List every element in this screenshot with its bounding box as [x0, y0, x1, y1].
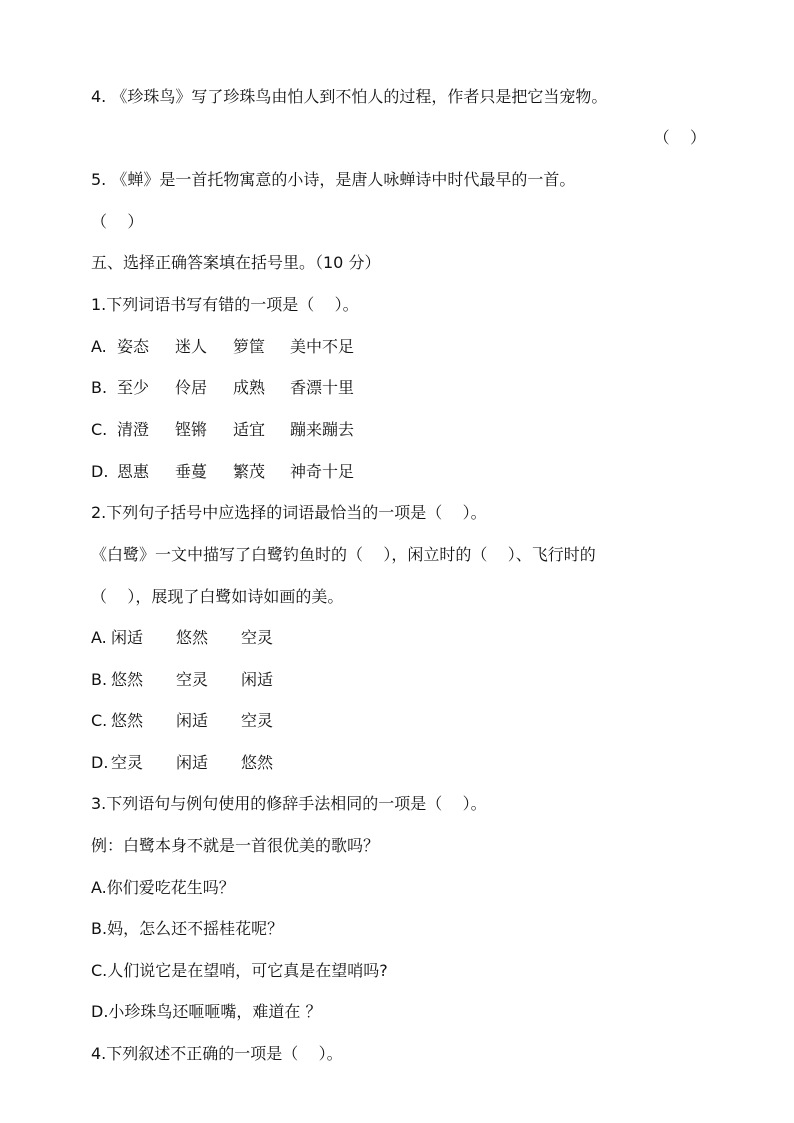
option-label: D.	[91, 753, 109, 772]
question-2-option-a	[91, 628, 273, 648]
answer-bracket-4: （ ）	[653, 128, 706, 147]
option-word: 闲适	[176, 711, 209, 730]
question-3-option-d: D.小珍珠鸟还咂咂嘴，难道在 ？	[91, 1002, 322, 1021]
question-3-example: 例：白鹭本身不就是一首很优美的歌吗？	[91, 836, 380, 855]
option-word: 空灵	[176, 670, 209, 689]
question-1-option-c	[91, 420, 354, 440]
question-1-stem: 1.下列词语书写有错的一项是（ ）。	[91, 295, 359, 314]
option-word: 空灵	[241, 628, 274, 647]
option-word: 闲适	[111, 628, 144, 647]
option-label: C.	[91, 420, 108, 439]
answer-bracket-5: （ ）	[91, 212, 144, 231]
option-word: 姿态	[117, 337, 150, 356]
option-word: 悠然	[111, 711, 144, 730]
option-word: 繁茂	[233, 462, 266, 481]
true-false-question-4: 4. 《珍珠鸟》写了珍珠鸟由怕人到不怕人的过程，作者只是把它当宠物。	[91, 87, 608, 106]
option-word: 成熟	[233, 378, 266, 397]
question-2-option-d	[91, 753, 273, 773]
question-3-option-b: B.妈，怎么还不摇桂花呢？	[91, 919, 284, 938]
option-word: 蹦来蹦去	[290, 420, 355, 439]
option-word: 闲适	[176, 753, 209, 772]
section-five-title: 五、选择正确答案填在括号里。（10 分）	[91, 253, 381, 272]
option-word: 闲适	[241, 670, 274, 689]
option-word: 伶居	[175, 378, 208, 397]
option-label: D.	[91, 462, 109, 481]
question-2-passage-line-1: 《白鹭》一文中描写了白鹭钓鱼时的（ ），闲立时的（ ）、飞行时的	[91, 545, 596, 564]
option-word: 清澄	[117, 420, 150, 439]
option-word: 香漂十里	[290, 378, 355, 397]
option-word: 空灵	[241, 711, 274, 730]
true-false-question-5: 5. 《蝉》是一首托物寓意的小诗，是唐人咏蝉诗中时代最早的一首。	[91, 170, 576, 189]
question-4-choice-stem: 4.下列叙述不正确的一项是（ ）。	[91, 1044, 343, 1063]
option-label: B.	[91, 378, 108, 397]
option-word: 悠然	[241, 753, 274, 772]
option-word: 迷人	[175, 337, 208, 356]
option-word: 悠然	[111, 670, 144, 689]
question-1-option-a	[91, 337, 354, 357]
option-label: C.	[91, 711, 108, 730]
option-word: 至少	[117, 378, 150, 397]
question-2-stem: 2.下列句子括号中应选择的词语最恰当的一项是（ ）。	[91, 503, 487, 522]
option-word: 悠然	[176, 628, 209, 647]
option-word: 神奇十足	[290, 462, 355, 481]
option-word: 恩惠	[117, 462, 150, 481]
question-1-option-b	[91, 378, 354, 398]
option-label: A.	[91, 337, 107, 356]
question-3-option-c: C.人们说它是在望哨，可它真是在望哨吗?	[91, 961, 388, 980]
question-3-option-a: A.你们爱吃花生吗？	[91, 878, 235, 897]
question-2-option-b	[91, 670, 273, 690]
option-word: 箩筐	[233, 337, 266, 356]
question-2-option-c	[91, 711, 273, 731]
option-word: 适宜	[233, 420, 266, 439]
question-2-passage-line-2: （ ），展现了白鹭如诗如画的美。	[91, 587, 344, 606]
question-1-option-d	[91, 462, 354, 482]
option-label: A.	[91, 628, 107, 647]
option-word: 铿锵	[175, 420, 208, 439]
option-word: 空灵	[111, 753, 144, 772]
option-label: B.	[91, 670, 108, 689]
question-3-stem: 3.下列语句与例句使用的修辞手法相同的一项是（ ）。	[91, 794, 487, 813]
option-word: 美中不足	[290, 337, 355, 356]
option-word: 垂蔓	[175, 462, 208, 481]
